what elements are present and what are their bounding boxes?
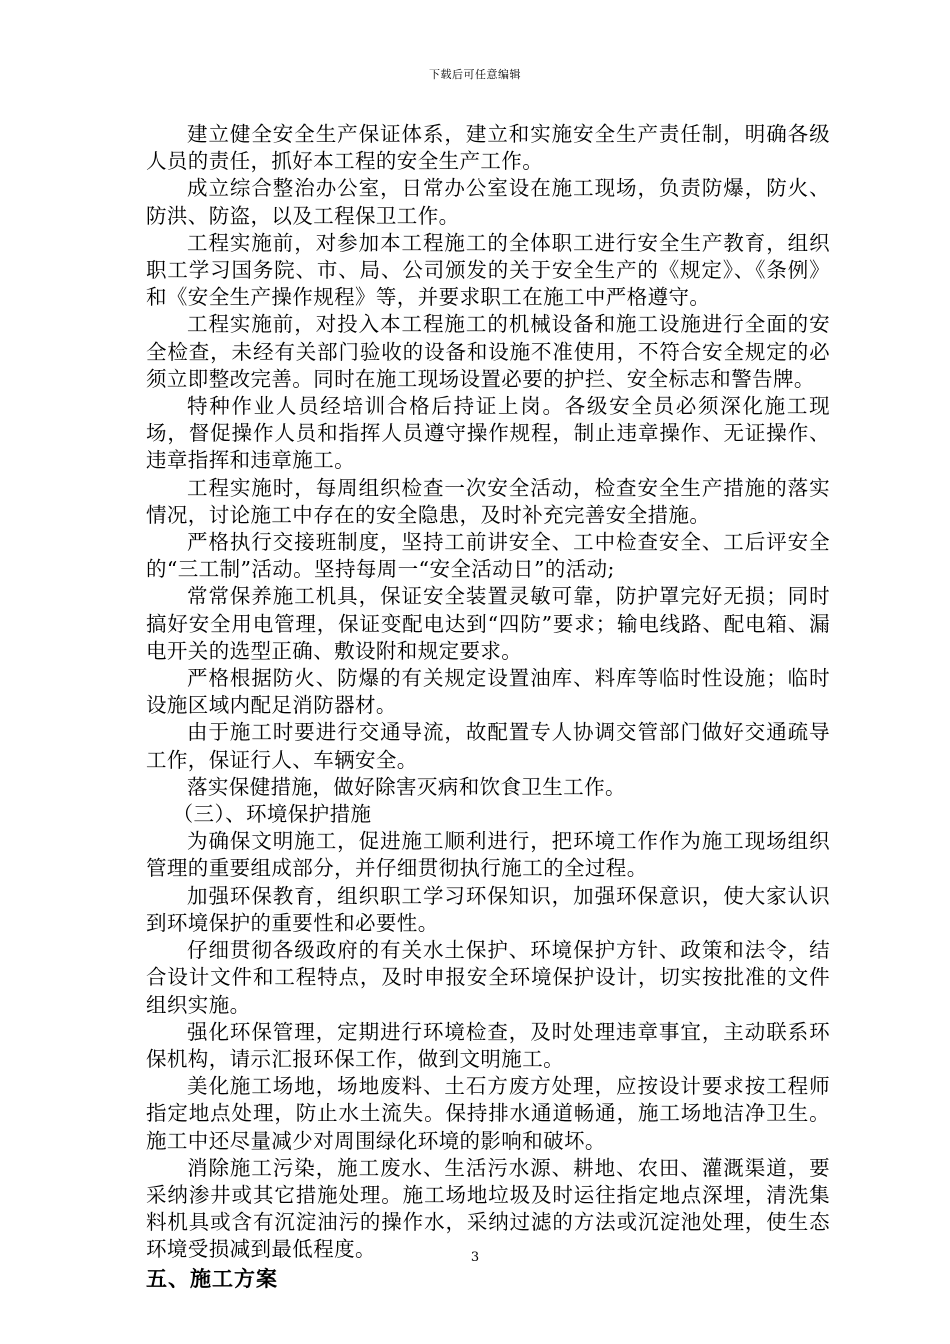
paragraph: 工程实施前，对参加本工程施工的全体职工进行安全生产教育，组织职工学习国务院、市、局、公司颁发的关于安全生产的《规定》、《条例》和《安全生产操作规程》等，并要求职工在施工中严格遵守。 [146, 230, 830, 310]
paragraph: 严格执行交接班制度，坚持工前讲安全、工中检查安全、工后评安全的“三工制”活动。坚持每周一“安全活动日”的活动; [146, 530, 830, 582]
paragraph: 建立健全安全生产保证体系，建立和实施安全生产责任制，明确各级人员的责任，抓好本工程的安全生产工作。 [146, 122, 830, 174]
body-text [146, 121, 830, 1294]
paragraph: 工程实施前，对投入本工程施工的机械设备和施工设施进行全面的安全检查，未经有关部门验收的设备和设施不准使用，不符合安全规定的必须立即整改完善。同时在施工现场设置必要的护拦、安全标志和警告牌。 [146, 312, 830, 391]
paragraph: 工程实施时，每周组织检查一次安全活动，检查安全生产措施的落实情况，讨论施工中存在的安全隐患，及时补充完善安全措施。 [146, 475, 830, 527]
section-heading: 五、施工方案 [146, 1266, 278, 1291]
paragraph: 强化环保管理，定期进行环境检查，及时处理违章事宜，主动联系环保机构，请示汇报环保工作，做到文明施工。 [146, 1019, 830, 1071]
paragraph: 美化施工场地，场地废料、土石方废方处理，应按设计要求按工程师指定地点处理，防止水土流失。保持排水通道畅通，施工场地洁净卫生。施工中还尽量减少对周围绿化环境的影响和破坏。 [146, 1074, 830, 1153]
paragraph: 由于施工时要进行交通导流，故配置专人协调交管部门做好交通疏导工作，保证行人、车辆安全。 [146, 720, 830, 772]
paragraph: 消除施工污染，施工废水、生活污水源、耕地、农田、灌溉渠道，要采纳渗井或其它措施处理。施工场地垃圾及时运往指定地点深埋，清洗集料机具或含有沉淀油污的操作水，采纳过滤的方法或沉淀池处理，使生态环境受损减到最低程度。 [146, 1155, 830, 1262]
paragraph: 落实保健措施，做好除害灭病和饮食卫生工作。 [187, 774, 626, 799]
paragraph: 成立综合整治办公室，日常办公室设在施工现场，负责防爆，防火、防洪、防盗，以及工程保卫工作。 [146, 176, 830, 228]
paragraph: 仔细贯彻各级政府的有关水土保护、环境保护方针、政策和法令，结合设计文件和工程特点，及时申报安全环境保护设计，切实按批准的文件组织实施。 [146, 938, 830, 1017]
paragraph: 严格根据防火、防爆的有关规定设置油库、料库等临时性设施；临时设施区域内配足消防器材。 [146, 666, 830, 718]
paragraph: 加强环保教育，组织职工学习环保知识，加强环保意识，使大家认识到环境保护的重要性和必要性。 [146, 883, 830, 935]
header-note: 下载后可任意编辑 [429, 68, 521, 81]
paragraph: 为确保文明施工，促进施工顺利进行，把环境工作作为施工现场组织管理的重要组成部分，并仔细贯彻执行施工的全过程。 [146, 829, 830, 881]
paragraph: 特种作业人员经培训合格后持证上岗。各级安全员必须深化施工现场，督促操作人员和指挥人员遵守操作规程，制止违章操作、无证操作、违章指挥和违章施工。 [146, 394, 830, 473]
page-number: 3 [470, 1250, 480, 1265]
paragraph: 常常保养施工机具，保证安全装置灵敏可靠，防护罩完好无损；同时搞好安全用电管理，保证变配电达到“四防”要求；输电线路、配电箱、漏电开关的选型正确、敷设附和规定要求。 [146, 584, 830, 663]
subsection-heading: （三）、环境保护措施 [172, 802, 372, 827]
